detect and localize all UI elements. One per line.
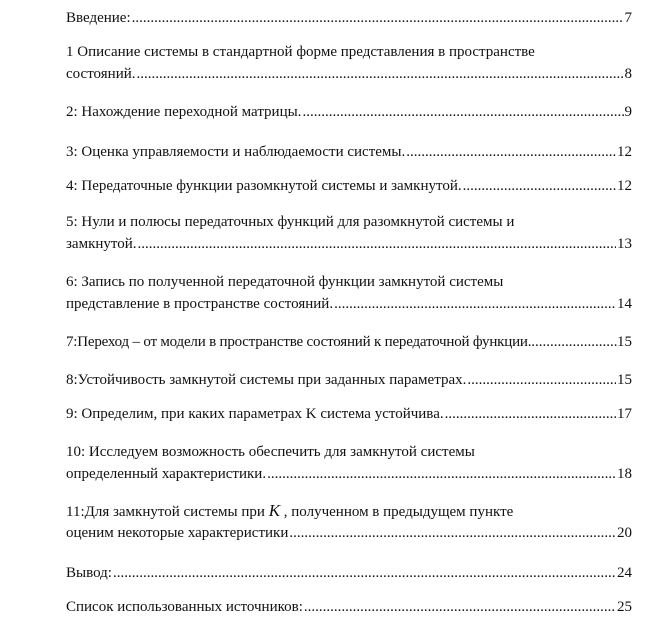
- toc-entry: [66, 369, 632, 391]
- toc-entry: [66, 441, 632, 485]
- toc-entry: [66, 271, 632, 315]
- toc-entry-title: 1 Описание системы в стандартной форме представления в пространстве: [66, 44, 535, 60]
- dot-leader: [467, 369, 616, 391]
- dot-leader: [137, 63, 624, 85]
- dot-leader: [445, 403, 616, 425]
- toc-page-number: 8: [624, 66, 632, 82]
- toc-entry: [66, 403, 632, 425]
- toc-entry: [66, 331, 632, 353]
- toc-entry: [66, 101, 632, 123]
- toc-page-number: 12: [617, 144, 632, 160]
- dot-leader: [132, 7, 624, 29]
- toc-entry-title: 7:Переход – от модели в пространстве состояний к передаточной функции.: [66, 334, 532, 350]
- dot-leader: [267, 463, 616, 485]
- toc-page-number: 24: [617, 565, 632, 581]
- dot-leader: [138, 233, 616, 255]
- toc-entry: [66, 500, 632, 544]
- toc-entry-title-cont: оценим некоторые характеристики: [66, 525, 289, 541]
- toc-entry: [66, 141, 632, 163]
- toc-entry: [66, 41, 632, 85]
- toc-entry-title-cont: состояний.: [66, 66, 136, 82]
- dot-leader: [334, 293, 616, 315]
- toc-entry-title-cont: замкнутой.: [66, 236, 137, 252]
- dot-leader: [406, 141, 616, 163]
- toc-entry: [66, 596, 632, 618]
- toc-entry-title: 11:Для замкнутой системы при K , полученном в предыдущем пункте: [66, 501, 514, 520]
- toc-page-number: 9: [624, 104, 632, 120]
- dot-leader: [463, 175, 616, 197]
- toc-entry-title: Список использованных источников:: [66, 599, 303, 615]
- toc-page-number: 20: [617, 525, 632, 541]
- toc-page-number: 18: [617, 466, 632, 482]
- dot-leader: [302, 101, 623, 123]
- toc-entry-title: 3: Оценка управляемости и наблюдаемости системы.: [66, 144, 406, 160]
- toc-entry-title-cont: представление в пространстве состояний.: [66, 296, 334, 312]
- dot-leader: [289, 522, 616, 544]
- toc-page-number: 15: [617, 334, 632, 350]
- toc-entry-title: 9: Определим, при каких параметрах K система устойчива.: [66, 406, 444, 422]
- toc-entry-title-cont: определенный характеристики.: [66, 466, 267, 482]
- toc-page-number: 17: [617, 406, 632, 422]
- toc-page-number: 15: [617, 372, 632, 388]
- k-variable: K: [268, 501, 281, 520]
- toc-entry-title: 4: Передаточные функции разомкнутой системы и замкнутой.: [66, 178, 462, 194]
- toc-entry-title: 8:Устойчивость замкнутой системы при заданных параметрах.: [66, 372, 467, 388]
- toc-page-number: 25: [617, 599, 632, 615]
- toc-entry-title: Введение:: [66, 10, 131, 26]
- toc-entry: [66, 211, 632, 255]
- dot-leader: [304, 596, 616, 618]
- toc-page-number: 12: [617, 178, 632, 194]
- toc-entry-title: 6: Запись по полученной передаточной функции замкнутой системы: [66, 274, 504, 290]
- toc-page-number: 7: [624, 10, 632, 26]
- toc-entry: [66, 175, 632, 197]
- toc-page-number: 13: [617, 236, 632, 252]
- toc-entry: [66, 7, 632, 29]
- toc-entry-title: Вывод:: [66, 565, 112, 581]
- toc-entry-title: 2: Нахождение переходной матрицы.: [66, 104, 302, 120]
- toc-entry: [66, 562, 632, 584]
- toc-entry-title: 5: Нули и полюсы передаточных функций для разомкнутой системы и: [66, 214, 515, 230]
- toc-page-number: 14: [617, 296, 632, 312]
- toc-entry-title: 10: Исследуем возможность обеспечить для замкнутой системы: [66, 444, 475, 460]
- dot-leader: [531, 331, 617, 353]
- dot-leader: [113, 562, 616, 584]
